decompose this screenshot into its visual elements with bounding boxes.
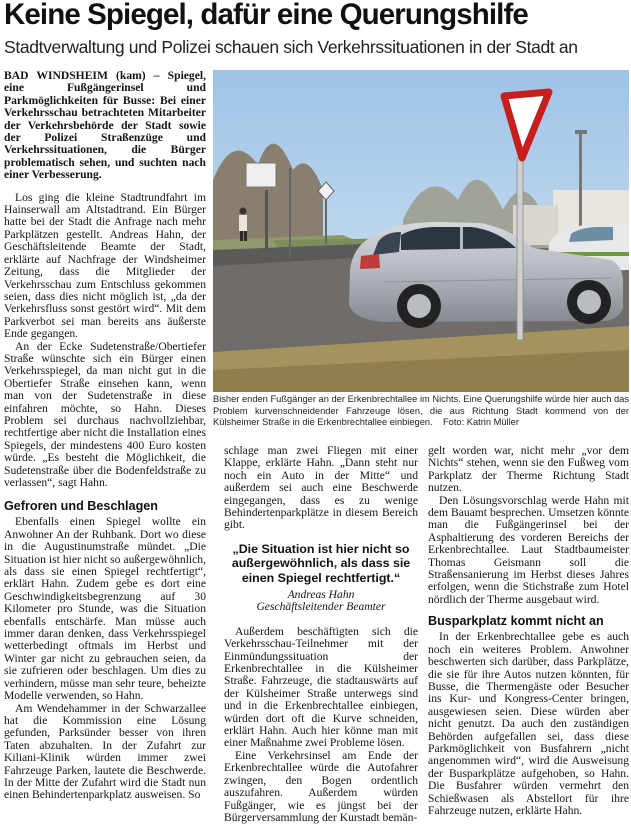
photo-caption [213,394,629,429]
article-photo [213,70,629,392]
lead-text: Spiegel, eine Fußgängerinsel und Parkmöglichkeiten für Busse: Bei einer Verkehrsschau betrachteten Mitarbeiter der Verkehrsbehörde der Stadt sowie der Polizei Straßenzüge und Verkehrssituationen, die Bürger problematisch sehen, und suchten nach einer Verbesserung. [4,69,206,182]
article-column-3 [428,445,629,817]
body-paragraph: gelt worden war, nicht mehr „vor dem Nichts“ stehen, wenn sie den Fußweg vom Parkplatz der Therme Richtung Stadt nutzen. [428,444,629,495]
photo-credit: Foto: Katrin Müller [442,417,519,427]
body-paragraph: schlage man zwei Fliegen mit einer Klappe, erklärte Hahn. „Dann steht nur noch ein Auto in der Mitte“ und außerdem sei auch eine Beschwerde eingegangen, dass es zu wenige Behindertenparkplätze in diesem Bereich gibt. [224,444,418,532]
body-paragraph: An der Ecke Sudetenstraße/Obertiefer Straße wünschte sich ein Bürger einen Verkehrsspiegel, da man nicht gut in die Obertiefer Straße einsehen kann, wenn man von der Sudetenstraße in diese einfahren möchte, so Hahn. Dieses Problem sei durchaus nachvollziehbar, rechtfertige aber nicht die Installation eines Spiegels, der mindestens 400 Euro kosten würde. „Es besteht die Möglichkeit, die Sudetenstraße über die Bodenfeldstraße zu verlassen“, sagt Hahn. [4,339,206,489]
body-paragraph: Am Wendehammer in der Schwarzallee hat die Kommission eine Lösung gefunden, Parksünder besser von ihren Taten abzuhalten. In der Zufahrt zur Kiliani-Klinik würden immer zwei Fahrzeuge Parken, lautete die Beschwerde. In der Mitte der Zufahrt wird die Stadt nun einen Behindertenparkplatz ausweisen. So [4,701,206,802]
caption-text: Bisher enden Fußgänger an der Erkenbrechtallee im Nichts. Eine Querungshilfe würde hier auch das Problem kurvenschneidender Fahrzeuge lösen, die aus Richtung Stadt kommend von der Külsheimer Straße in die Erkenbrechtallee einbiegen. [213,394,629,427]
article-column-1 [4,70,206,802]
subheading-frozen: Gefroren und Beschlagen [4,499,158,514]
article-column-2 [224,445,418,824]
lead-paragraph [4,70,206,182]
pull-quote-role: Geschäftsleitender Beamter [256,600,386,614]
pull-quote-text: „Die Situation ist hier nicht so außergewöhnlich, als dass sie einen Spiegel rechtfertigt.“ [231,541,411,586]
subheadline: Stadtverwaltung und Polizei schauen sich Verkehrssituationen in der Stadt an [4,37,578,57]
body-paragraph: Außerdem beschäftigten sich die Verkehrsschau-Teilnehmer mit der Einmündungssituation der Erkenbrechtallee in die Külsheimer Straße. Fahrzeuge, die stadtauswärts auf der Külsheimer Straße unterwegs sind und in die Erkenbrechtallee einbiegen, würden dort oft die Kurve schneiden, erklärt Hahn. Auch hier könne man mit einer Maßnahme zwei Probleme lösen. [224,624,418,750]
body-paragraph: Eine Verkehrsinsel am Ende der Erkenbrechtallee würde die Autofahrer zwingen, den Bogen ordentlich auszufahren. Außerdem würden Fußgänger, wie es jüngst bei der Bürgerversammlung der Kurstadt bemän- [224,748,418,824]
dateline: BAD WINDSHEIM (kam) – [4,69,160,82]
pull-quote-author: Andreas Hahn [287,587,355,601]
headline: Keine Spiegel, dafür eine Querungshilfe [4,0,528,31]
body-paragraph: Ebenfalls einen Spiegel wollte ein Anwohner An der Ruhbank. Dort wo diese in die Augustinumstraße mündet. „Die Situation ist hier nicht so außergewöhnlich, als dass sie einen Spiegel rechtfertigt“, erklärt Hahn. Zudem gebe es dort eine Geschwindigkeitsbegrenzung auf 30 Kilometer pro Stunde, was die Situation ebenfalls entschärfe. Man müsse auch immer daran denken, dass Verkehrsspiegel wetterbedingt oftmals im Herbst und Winter gar nicht zu gebrauchen seien, da sie zufrieren oder beschlagen. Um dies zu verhindern, müsse man sehr teure, beheizte Modelle verwenden, so Hahn. [4,515,206,703]
pull-quote [224,542,418,614]
body-paragraph: In der Erkenbrechtallee gebe es auch noch ein weiteres Problem. Anwohner beschwerten sich darüber, dass Parkplätze, die sie für ihre Autos nutzen könnten, für Busse, die Thermengäste oder Besucher ins Kur- und Kongress-Center bringen, ausgewiesen seien. Diese würden aber nicht genutzt. Da auch den zuständigen Behörden aufgefallen sei, dass diese Parkmöglichkeit von Busfahrern „nicht angenommen wird“, wird die Ausweisung der Busparkplätze aufgehoben, so Hahn. Die Busfahrer würden vermehrt den Schießwasen als Abstellort für ihre Fahrzeuge nutzen, erklärte Hahn. [428,630,629,817]
body-paragraph: Los ging die kleine Stadtrundfahrt im Hainserwall am Altstadtrand. Ein Bürger hatte bei der Stadt die Anfrage nach mehr Parkplätzen gestellt. Andreas Hahn, der Geschäftsleitende Beamte der Stadt, erklärte auf Nachfrage der Windsheimer Zeitung, dass die Mitglieder der Verkehrsschau zum Entschluss gekommen seien, dass dies nicht möglich ist, „da der Verkehrsfluss sonst gestört wird“. Mit dem Parkverbot sei man bereits ans äußerste Ende gegangen. [4,190,206,341]
subheading-bus-parking: Busparkplatz kommt nicht an [428,614,604,629]
body-paragraph: Den Lösungsvorschlag werde Hahn mit dem Bauamt besprechen. Umsetzen könnte man die Fußgängerinsel bei der Asphaltierung des vorderen Bereichs der Erkenbrechtallee. Laut Stadtbaumeister Thomas Geismann soll die Straßensanierung im Herbst dieses Jahres erfolgen, wenn die Stichstraße zum Hotel nördlich der Therme ausgebaut wird. [428,493,629,606]
